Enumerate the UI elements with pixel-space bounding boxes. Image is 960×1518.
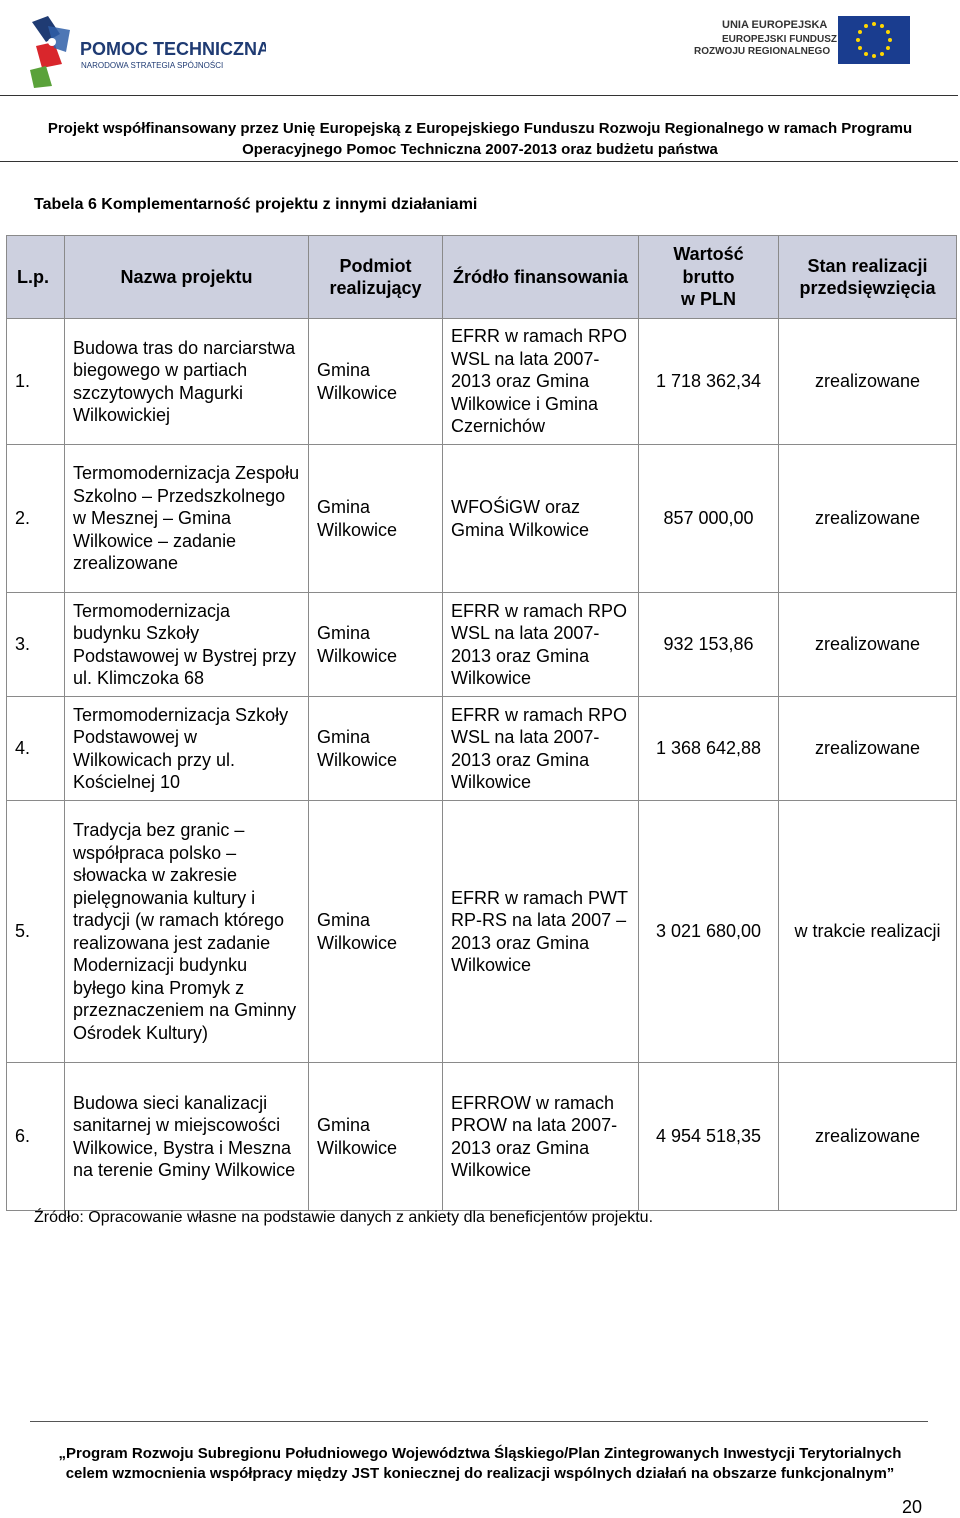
col-header-source: Źródło finansowania	[443, 236, 639, 319]
cell-lp: 1.	[7, 319, 65, 445]
cell-source: EFRR w ramach RPO WSL na lata 2007-2013 oraz Gmina Wilkowice	[443, 697, 639, 801]
program-footer-line2: celem wzmocnienia współpracy między JST koniecznej do realizacji wspólnych działań na obszarze funkcjonalnym”	[65, 1465, 895, 1482]
table-row	[7, 801, 957, 1063]
page-number: 20	[902, 1497, 923, 1517]
cell-entity: Gmina Wilkowice	[309, 697, 443, 801]
pomoc-techniczna-emblem-icon	[26, 12, 266, 90]
project-header-line1: Projekt współfinansowany przez Unię Europejską z Europejskiego Funduszu Rozwoju Regionalnego w ramach Programu	[47, 120, 913, 137]
cell-status: zrealizowane	[779, 697, 957, 801]
project-header-line2: Operacyjnego Pomoc Techniczna 2007-2013 oraz budżetu państwa	[242, 141, 718, 158]
cell-name: Termomodernizacja Zespołu Szkolno – Przedszkolnego w Mesznej – Gmina Wilkowice – zadanie zrealizowane	[65, 445, 309, 593]
cell-value: 3 021 680,00	[639, 801, 779, 1063]
cell-entity: Gmina Wilkowice	[309, 801, 443, 1063]
cell-status: zrealizowane	[779, 319, 957, 445]
table-row	[7, 697, 957, 801]
cell-status: zrealizowane	[779, 445, 957, 593]
complementarity-table	[6, 235, 957, 1211]
cell-value: 1 368 642,88	[639, 697, 779, 801]
logo-left-subtitle: NARODOWA STRATEGIA SPÓJNOŚCI	[81, 61, 224, 70]
eu-logo	[692, 12, 924, 66]
cell-source: WFOŚiGW oraz Gmina Wilkowice	[443, 445, 639, 593]
table-row	[7, 319, 957, 445]
cell-entity: Gmina Wilkowice	[309, 593, 443, 697]
table-row	[7, 593, 957, 697]
col-header-status: Stan realizacji przedsięwzięcia	[779, 236, 957, 319]
program-footer-line1: „Program Rozwoju Subregionu Południowego Województwa Śląskiego/Plan Zintegrowanych Inwestycji Terytorialnych	[58, 1445, 902, 1462]
cell-entity: Gmina Wilkowice	[309, 445, 443, 593]
footer-divider	[30, 1421, 928, 1422]
cell-status: w trakcie realizacji	[779, 801, 957, 1063]
header-divider	[0, 95, 958, 96]
cell-name: Budowa tras do narciarstwa biegowego w partiach szczytowych Magurki Wilkowickiej	[65, 319, 309, 445]
cell-source: EFRR w ramach RPO WSL na lata 2007-2013 oraz Gmina Wilkowice i Gmina Czernichów	[443, 319, 639, 445]
header-divider-bottom	[0, 161, 958, 162]
cell-status: zrealizowane	[779, 593, 957, 697]
cell-value: 4 954 518,35	[639, 1063, 779, 1211]
table-header-row	[7, 236, 957, 319]
cell-lp: 3.	[7, 593, 65, 697]
cell-entity: Gmina Wilkowice	[309, 319, 443, 445]
cell-name: Budowa sieci kanalizacji sanitarnej w miejscowości Wilkowice, Bystra i Meszna na terenie Gminy Wilkowice	[65, 1063, 309, 1211]
col-header-value-l2: brutto	[682, 266, 735, 287]
cell-lp: 5.	[7, 801, 65, 1063]
col-header-value	[639, 236, 779, 319]
cell-name: Termomodernizacja Szkoły Podstawowej w Wilkowicach przy ul. Kościelnej 10	[65, 697, 309, 801]
logo-left-title: POMOC TECHNICZNA	[80, 39, 266, 59]
program-footer	[0, 1444, 960, 1484]
cell-value: 932 153,86	[639, 593, 779, 697]
eu-flag-icon	[692, 12, 924, 66]
logo-right-line2: EUROPEJSKI FUNDUSZ	[722, 34, 838, 45]
cell-entity: Gmina Wilkowice	[309, 1063, 443, 1211]
cell-source: EFRR w ramach PWT RP-RS na lata 2007 – 2013 oraz Gmina Wilkowice	[443, 801, 639, 1063]
cell-lp: 6.	[7, 1063, 65, 1211]
cell-value: 857 000,00	[639, 445, 779, 593]
col-header-entity: Podmiot realizujący	[309, 236, 443, 319]
logo-right-line3: ROZWOJU REGIONALNEGO	[694, 46, 831, 57]
col-header-name: Nazwa projektu	[65, 236, 309, 319]
col-header-value-l1: Wartość	[673, 244, 744, 265]
logo-right-line1: UNIA EUROPEJSKA	[722, 19, 828, 31]
col-header-lp: L.p.	[7, 236, 65, 319]
cell-name: Termomodernizacja budynku Szkoły Podstawowej w Bystrej przy ul. Klimczoka 68	[65, 593, 309, 697]
cell-source: EFRR w ramach RPO WSL na lata 2007-2013 oraz Gmina Wilkowice	[443, 593, 639, 697]
cell-lp: 4.	[7, 697, 65, 801]
project-header	[0, 118, 960, 160]
source-note: Źródło: Opracowanie własne na podstawie danych z ankiety dla beneficjentów projektu.	[34, 1209, 654, 1226]
table-title: Tabela 6 Komplementarność projektu z innymi działaniami	[34, 196, 478, 213]
table-row	[7, 1063, 957, 1211]
cell-status: zrealizowane	[779, 1063, 957, 1211]
cell-source: EFRROW w ramach PROW na lata 2007-2013 oraz Gmina Wilkowice	[443, 1063, 639, 1211]
cell-name: Tradycja bez granic – współpraca polsko – słowacka w zakresie pielęgnowania kultury i tradycji (w ramach którego realizowana jest zadanie Modernizacji budynku byłego kina Promyk z przeznaczeniem na Gminny Ośrodek Kultury)	[65, 801, 309, 1063]
col-header-value-l3: w PLN	[680, 289, 736, 310]
table-row	[7, 445, 957, 593]
pomoc-techniczna-logo	[26, 12, 266, 90]
cell-lp: 2.	[7, 445, 65, 593]
cell-value: 1 718 362,34	[639, 319, 779, 445]
